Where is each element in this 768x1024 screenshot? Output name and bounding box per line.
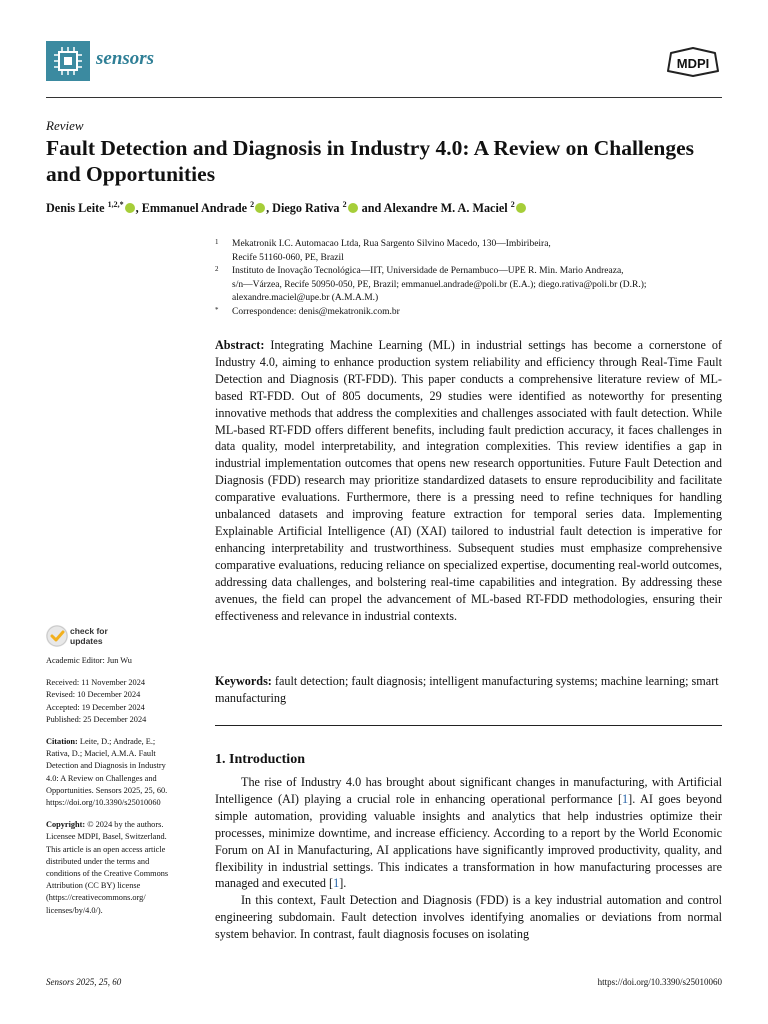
author-name[interactable]: Diego Rativa [272,201,343,216]
author-affiliation-marker: 1,2,* [107,200,124,209]
author-name[interactable]: Alexandre M. A. Maciel [383,201,511,216]
abstract [215,337,722,624]
license-link[interactable]: (https://creativecommons.org/ [46,893,146,903]
citation-line: Detection and Diagnosis in Industry [46,761,166,771]
affiliation-item [215,238,735,265]
affiliation-item [215,306,735,320]
orcid-icon[interactable] [348,203,358,213]
affiliation-marker: * [215,305,219,314]
abstract-label: Abstract: [215,338,265,352]
affiliation-line: s/n—Várzea, Recife 50950-050, PE, Brazil; emmanuel.andrade@poli.br (E.A.); diego.rativa@poli.br (D.R.); [232,279,647,290]
affiliation-line: Recife 51160-060, PE, Brazil [232,252,344,263]
orcid-icon[interactable] [125,203,135,213]
affiliation-marker: 1 [215,238,219,246]
affiliation-line: alexandre.maciel@upe.br (A.M.A.M.) [232,293,379,303]
introduction-body [215,774,722,943]
author-affiliation-marker: 2 [342,200,347,209]
received-date: Received: 11 November 2024 [46,678,145,688]
citation-line: Citation: Leite, D.; Andrade, E.; [46,737,156,747]
affiliation-marker: 2 [215,265,219,273]
keywords-text: fault detection; fault diagnosis; intelligent manufacturing systems; machine learning; smart manufacturing [215,674,719,705]
affiliation-line: Instituto de Inovação Tecnológica—IIT, Universidade de Pernambuco—UPE R. Min. Mario Andreaza, [232,266,624,276]
keywords-label: Keywords: [215,674,272,688]
article-title: Fault Detection and Diagnosis in Industry 4.0: A Review on Challenges and Opportunities [46,136,695,186]
copyright-line: distributed under the terms and [46,856,150,866]
section-divider [215,725,722,726]
copyright-line: This article is an open access article [46,844,166,854]
author-affiliation-marker: 2 [510,200,515,209]
copyright-line: Attribution (CC BY) license [46,881,141,891]
academic-editor: Academic Editor: Jun Wu [46,656,132,665]
orcid-icon[interactable] [516,203,526,213]
header-divider [46,97,722,98]
publisher-name: MDPI [676,56,710,71]
copyright-line: Copyright: © 2024 by the authors. [46,820,164,830]
orcid-icon[interactable] [255,203,265,213]
copyright-line: Licensee MDPI, Basel, Switzerland. [46,832,167,842]
citation-line: Opportunities. Sensors 2025, 25, 60. [46,785,168,795]
affiliations [215,238,735,319]
license-link[interactable]: licenses/by/4.0/). [46,905,103,915]
keywords [215,673,722,707]
affiliation-item [215,265,735,306]
citation-doi-link[interactable]: https://doi.org/10.3390/s25010060 [46,798,161,808]
affiliation-line: Mekatronik I.C. Automacao Ltda, Rua Sargento Silvino Macedo, 130—Imbiribeira, [232,239,551,249]
journal-name: sensors [96,48,155,69]
affiliation-line: Correspondence: denis@mekatronik.com.br [232,306,400,317]
section-heading-introduction: 1. Introduction [215,752,305,767]
footer-citation: Sensors 2025, 25, 60 [46,977,122,987]
check-for-updates-line2: updates [70,636,103,646]
paragraph: In this context, Fault Detection and Diagnosis (FDD) is a key industrial automation and control engineering subdomain. Fault detection involves identifying anomalies or deviations from normal system behavior. In contrast, fault diagnosis focuses on isolating [215,893,722,942]
check-for-updates-line1: check for [70,626,108,636]
article-type: Review [46,118,84,133]
accepted-date: Accepted: 19 December 2024 [46,702,145,712]
author-list: Denis Leite $^{1,2,*}$ , Emmanuel Andrade $^2$ , Diego Rativa $^2$ and Alexandre M. A. Maciel $^2$ [46,200,746,216]
citation-link[interactable]: 1 [622,791,629,806]
check-for-updates-icon [46,625,68,647]
author-name[interactable]: Emmanuel Andrade [141,201,251,216]
footer-doi-link[interactable]: https://doi.org/10.3390/s25010060 [597,977,722,987]
citation-link[interactable]: 1 [333,876,340,891]
author-name[interactable]: Denis Leite [46,201,108,216]
article-info-sidebar [46,655,196,917]
revised-date: Revised: 10 December 2024 [46,690,141,700]
citation-line: Rativa, D.; Maciel, A.M.A. Fault [46,749,156,759]
citation-line: 4.0: A Review on Challenges and [46,773,157,783]
check-for-updates-badge[interactable] [46,625,126,649]
abstract-text: Integrating Machine Learning (ML) in industrial settings has become a cornerstone of Industry 4.0, aiming to enhance production system reliability and efficiency through Real-Time Fault Detection and Diagnosis (RT-FDD). This paper conducts a comprehensive literature review of ML-based RT-FDD. Out of 805 documents, 29 studies were identified as noteworthy for presenting innovative methods that address the complexities and challenges associated with fault detection. While ML-based RT-FDD offers different benefits, including fault prediction accuracy, it faces challenges in data quality, model interpretability, and integration complexities. This review identifies a gap in industrial implementation outcomes that opens new research opportunities. Future Fault Detection and Diagnosis (FDD) research may prioritize standardized datasets to ensure reproducibility and facilitate comparative evaluations. Furthermore, there is a pressing need to refine techniques for handling unbalanced datasets and improving feature extraction for temporal series data. Implementing Explainable Artificial Intelligence (AI) (XAI) tailored to industrial fault detection is imperative for enhancing interpretability and trustworthiness. Subsequent studies must emphasize comprehensive comparative evaluations, reducing reliance on specialized expertise, documenting real-world outcomes, addressing data challenges, and bolstering real-time capabilities and integration. By addressing these avenues, the field can propel the advancement of ML-based RT-FDD methodologies, ensuring their effectiveness and relevance in industrial contexts. [215,338,722,623]
paragraph: The rise of Industry 4.0 has brought about significant changes in manufacturing, with Artificial Intelligence (AI) playing a crucial role in enhancing operational performance [1]. AI goes beyond simple automation, providing valuable insights and analytics that help industries optimize their processes, minimize downtime, and increase efficiency. According to a report by the World Economic Forum on AI in Manufacturing, AI applications have significantly improved productivity, quality, and flexibility in industrial settings. This indicates a transformation in how manufacturing processes are managed and executed [1]. [215,775,722,891]
mdpi-logo [665,47,721,82]
author-affiliation-marker: 2 [250,200,255,209]
copyright-line: conditions of the Creative Commons [46,869,169,879]
sensors-logo-icon [46,41,90,81]
published-date: Published: 25 December 2024 [46,714,147,724]
